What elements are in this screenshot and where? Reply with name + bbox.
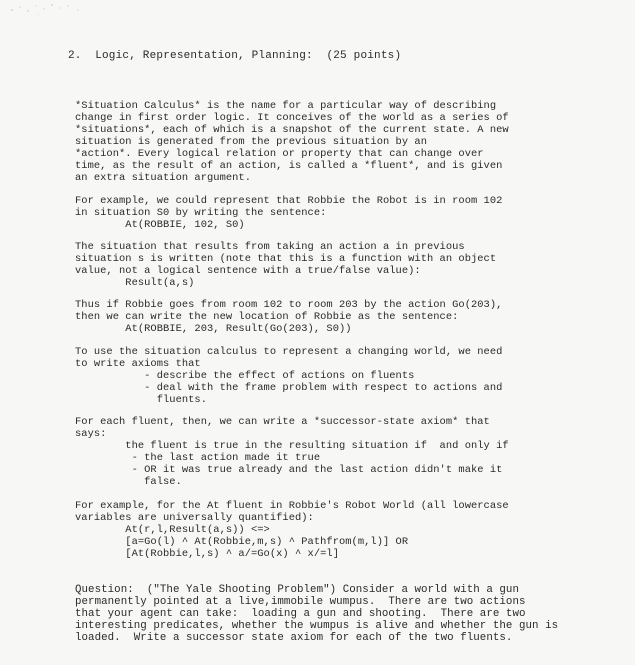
intro-line: time, as the result of an action, is called a *fluent*, and is given: [75, 160, 503, 172]
intro-line: *action*. Every logical relation or property that can change over: [75, 148, 484, 160]
formula-at-s0: At(ROBBIE, 102, S0): [75, 219, 245, 231]
axioms-line: to write axioms that: [75, 358, 201, 370]
question-line: loaded. Write a successor state axiom for each of the two fluents.: [75, 632, 513, 644]
fluent-rule: - OR it was true already and the last action didn't make it: [75, 464, 503, 476]
fluent-rule: false.: [75, 476, 182, 488]
result-line: value, not a logical sentence with a true/false value):: [75, 265, 421, 277]
question-line: permanently pointed at a live,immobile wumpus. There are two actions: [75, 596, 526, 608]
axioms-line: To use the situation calculus to represent a changing world, we need: [75, 346, 503, 358]
question-heading: 2. Logic, Representation, Planning: (25 points): [68, 50, 402, 62]
formula-axiom: [At(Robbie,l,s) ^ a/=Go(x) ^ x/=l]: [75, 548, 339, 560]
thus-line: Thus if Robbie goes from room 102 to room 203 by the action Go(203),: [75, 299, 503, 311]
intro-line: *situations*, each of which is a snapshot of the current state. A new: [75, 124, 509, 136]
scan-speckles: [8, 2, 98, 24]
formula-axiom: At(r,l,Result(a,s)) <=>: [75, 524, 270, 536]
example2-line: For example, for the At fluent in Robbie's Robot World (all lowercase: [75, 500, 509, 512]
fluent-rule: - the last action made it true: [75, 452, 321, 464]
result-line: situation s is written (note that this is a function with an object: [75, 253, 497, 265]
intro-line: *Situation Calculus* is the name for a particular way of describing: [75, 100, 497, 112]
intro-line: an extra situation argument.: [75, 172, 251, 184]
question-line: that your agent can take: loading a gun and shooting. There are two: [75, 608, 526, 620]
fluent-line: says:: [75, 428, 107, 440]
question-line: interesting predicates, whether the wumpus is alive and whether the gun is: [75, 620, 559, 632]
intro-line: change in first order logic. It conceives of the world as a series of: [75, 112, 509, 124]
formula-result: Result(a,s): [75, 277, 195, 289]
thus-line: then we can write the new location of Robbie as the sentence:: [75, 311, 459, 323]
fluent-line: For each fluent, then, we can write a *successor-state axiom* that: [75, 416, 490, 428]
question-line: Question: ("The Yale Shooting Problem") Consider a world with a gun: [75, 584, 519, 596]
axioms-bullet: fluents.: [75, 394, 207, 406]
result-line: The situation that results from taking an action a in previous: [75, 241, 465, 253]
formula-axiom: [a=Go(l) ^ At(Robbie,m,s) ^ Pathfrom(m,l)] OR: [75, 536, 409, 548]
axioms-bullet: - deal with the frame problem with respect to actions and: [75, 382, 503, 394]
formula-at-203: At(ROBBIE, 203, Result(Go(203), S0)): [75, 323, 352, 335]
example2-line: variables are universally quantified):: [75, 512, 314, 524]
intro-line: situation is generated from the previous situation by an: [75, 136, 427, 148]
fluent-rule: the fluent is true in the resulting situation if and only if: [75, 440, 509, 452]
axioms-bullet: - describe the effect of actions on fluents: [75, 370, 415, 382]
example1-line: in situation S0 by writing the sentence:: [75, 207, 327, 219]
example1-line: For example, we could represent that Robbie the Robot is in room 102: [75, 195, 503, 207]
